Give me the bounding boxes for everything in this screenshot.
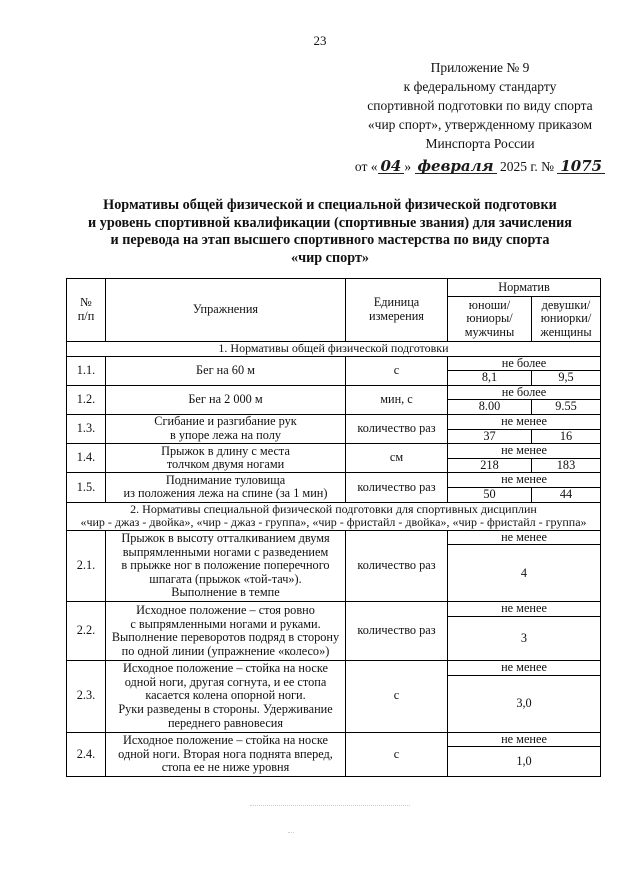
row-condition: не менее	[448, 602, 601, 617]
table-row	[67, 473, 601, 488]
appendix-line: к федеральному стандарту	[403, 79, 557, 94]
row-num: 2.1.	[67, 530, 106, 602]
row-unit: мин, с	[346, 385, 448, 414]
row-num: 1.2.	[67, 385, 106, 414]
row-condition: не более	[448, 385, 601, 400]
appendix-line: Приложение № 9	[430, 60, 530, 75]
header-girls: девушки/ юниорки/ женщины	[532, 297, 601, 342]
appendix-line: «чир спорт», утвержденному приказом	[367, 117, 593, 132]
row-value: 1,0	[448, 747, 601, 777]
row-exercise: Исходное положение – стойка на носке одной ноги. Вторая нога поднята вперед, стопа ее не ниже уровня	[106, 732, 346, 777]
row-num: 2.2.	[67, 602, 106, 661]
date-mid: »	[404, 159, 412, 174]
row-exercise: Бег на 60 м	[106, 356, 346, 385]
table-row	[67, 444, 601, 459]
row-boys-value: 50	[448, 487, 532, 502]
row-num: 1.5.	[67, 473, 106, 502]
row-girls-value: 16	[532, 429, 601, 444]
row-value: 4	[448, 545, 601, 602]
row-condition: не менее	[448, 732, 601, 747]
handwritten-order-number: 1075	[557, 159, 605, 174]
row-exercise: Сгибание и разгибание рук в упоре лежа на полу	[106, 414, 346, 443]
header-norm: Норматив	[448, 279, 601, 297]
row-value: 3,0	[448, 675, 601, 732]
row-exercise: Прыжок в длину с места толчком двумя ногами	[106, 444, 346, 473]
title-line: и уровень спортивной квалификации (спортивные звания) для зачисления	[88, 214, 572, 231]
row-unit: см	[346, 444, 448, 473]
table-row	[67, 530, 601, 545]
row-condition: не менее	[448, 660, 601, 675]
row-exercise: Исходное положение – стойка на носке одной ноги, другая согнута, и ее стопа касается колена опорной ноги. Руки разведены в стороны. Удерживание переднего равновесия	[106, 660, 346, 732]
row-unit: количество раз	[346, 414, 448, 443]
table-row	[67, 385, 601, 400]
table-row	[67, 602, 601, 617]
row-boys-value: 8.00	[448, 400, 532, 415]
appendix-line: спортивной подготовки по виду спорта	[367, 98, 593, 113]
header-exercise: Упражнения	[106, 279, 346, 342]
handwritten-month: февраля	[415, 159, 497, 174]
handwritten-day: 04	[378, 159, 405, 174]
header-num: № п/п	[67, 279, 106, 342]
row-unit: с	[346, 356, 448, 385]
row-condition: не менее	[448, 444, 601, 459]
table-header-row	[67, 279, 601, 297]
table-row	[67, 660, 601, 675]
row-num: 1.4.	[67, 444, 106, 473]
order-date-line	[330, 157, 630, 176]
title-line: «чир спорт»	[290, 249, 370, 266]
title-line: и перевода на этап высшего спортивного мастерства по виду спорта	[110, 232, 550, 248]
standards-table	[66, 278, 601, 777]
row-num: 1.1.	[67, 356, 106, 385]
row-condition: не более	[448, 356, 601, 371]
scan-artifact	[250, 805, 410, 808]
row-num: 2.3.	[67, 660, 106, 732]
row-condition: не менее	[448, 473, 601, 488]
row-boys-value: 8,1	[448, 371, 532, 386]
row-unit: количество раз	[346, 530, 448, 602]
row-condition: не менее	[448, 414, 601, 429]
header-unit: Единица измерения	[346, 279, 448, 342]
row-boys-value: 37	[448, 429, 532, 444]
row-girls-value: 183	[532, 458, 601, 473]
row-unit: количество раз	[346, 602, 448, 661]
document-title	[60, 197, 600, 267]
row-value: 3	[448, 616, 601, 660]
scan-artifact	[288, 832, 294, 834]
section-2-title: 2. Нормативы специальной физической подготовки для спортивных дисциплин «чир - джаз - двойка», «чир - джаз - группа», «чир - фристайл - двойка», «чир - фристайл - группа»	[67, 502, 601, 530]
row-exercise: Бег на 2 000 м	[106, 385, 346, 414]
row-exercise: Прыжок в высоту отталкиванием двумя выпрямленными ногами с разведением в прыжке ног в положение поперечного шпагата (прыжок «той-тач»). Выполнение в темпе	[106, 530, 346, 602]
table-row	[67, 732, 601, 747]
row-unit: с	[346, 732, 448, 777]
year-text: 2025 г. №	[499, 159, 554, 174]
appendix-line: Минспорта России	[425, 136, 535, 151]
section-1-title: 1. Нормативы общей физической подготовки	[67, 342, 601, 357]
title-line: Нормативы общей физической и специальной физической подготовки	[103, 197, 557, 213]
row-unit: с	[346, 660, 448, 732]
table-row	[67, 356, 601, 371]
row-boys-value: 218	[448, 458, 532, 473]
row-exercise: Исходное положение – стоя ровно с выпрямленными ногами и руками. Выполнение переворотов подряд в сторону по одной линии (упражнение «колесо»)	[106, 602, 346, 661]
row-girls-value: 9.55	[532, 400, 601, 415]
row-condition: не менее	[448, 530, 601, 545]
table-row	[67, 414, 601, 429]
row-num: 2.4.	[67, 732, 106, 777]
header-boys: юноши/ юниоры/ мужчины	[448, 297, 532, 342]
section-row	[67, 502, 601, 530]
row-girls-value: 9,5	[532, 371, 601, 386]
section-row	[67, 342, 601, 357]
appendix-block	[330, 58, 630, 176]
row-num: 1.3.	[67, 414, 106, 443]
row-exercise: Поднимание туловища из положения лежа на спине (за 1 мин)	[106, 473, 346, 502]
row-unit: количество раз	[346, 473, 448, 502]
row-girls-value: 44	[532, 487, 601, 502]
page-number: 23	[313, 33, 327, 48]
date-prefix: от «	[354, 159, 378, 174]
